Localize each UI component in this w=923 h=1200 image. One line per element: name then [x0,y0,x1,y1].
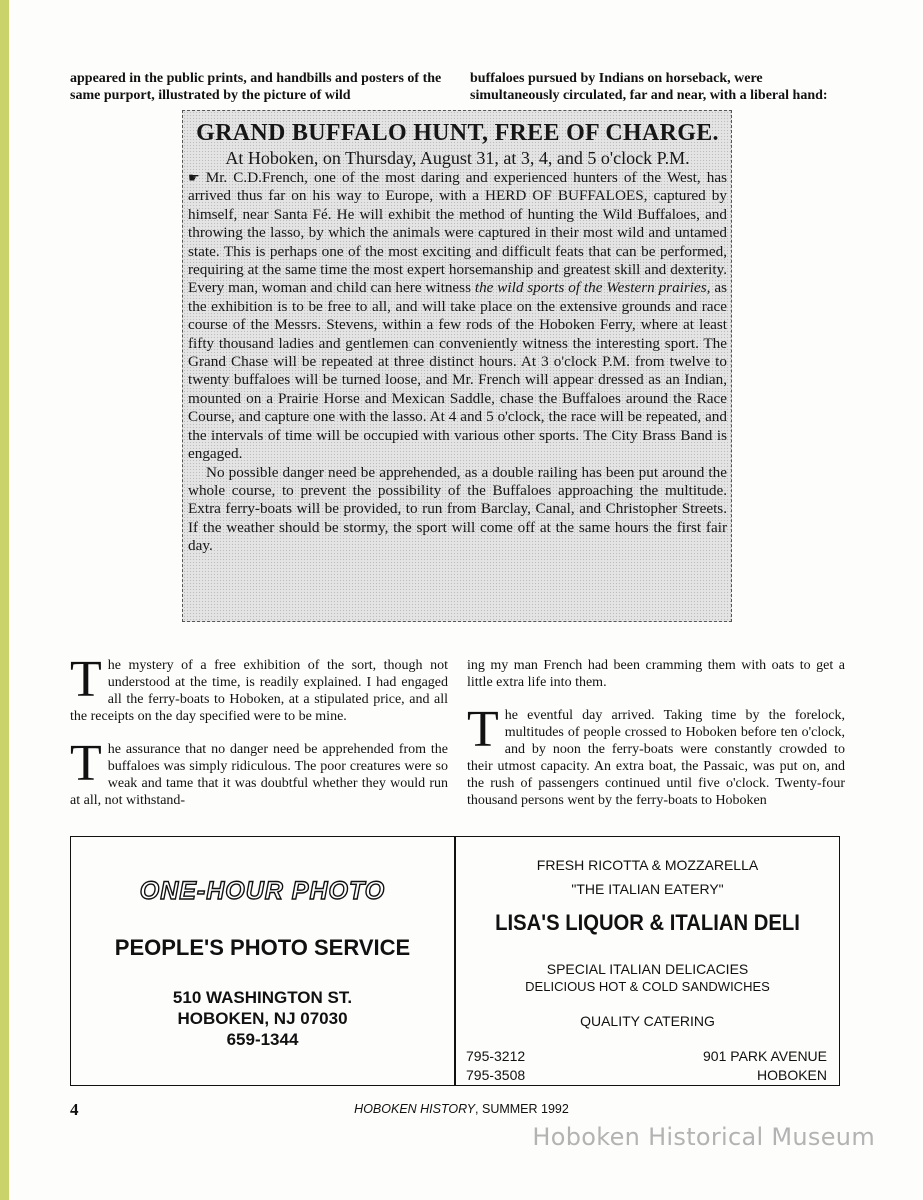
buffalo-hunt-handbill [182,110,732,622]
drop-cap: T [467,701,499,758]
museum-watermark: Hoboken Historical Museum [532,1123,875,1151]
one-hour-photo-logo: ONE-HOUR PHOTO [139,877,386,905]
deli-city: HOBOKEN [756,1067,827,1083]
handbill-para1-b: as the exhibition is to be free to all, and will take place on the extensive grounds and race course of the Messrs. Stevens, within a few rods of the Hoboken Ferry, where at least fifty thousand ladies and gentlemen can conveniently witness the interesting sport. The Grand Chase will be repeated at three distinct hours. At 3 o'clock P.M. from twelve to twenty buffaloes will be turned loose, and Mr. French will appear dressed as an Indian, mounted on a Prairie Horse and Mexican Saddle, chase the Buffaloes around the Race Course, and capture one with the lasso. At 4 and 5 o'clock, the race will be repeated, and the intervals of time will be occupied with various other sports. The City Brass Band is engaged. [188,279,727,463]
article-paragraph-3: ing my man French had been cramming them with oats to get a little extra life into them. [467,658,845,690]
deli-line-5: QUALITY CATERING [580,1013,715,1029]
deli-address [703,1047,827,1085]
photo-city: HOBOKEN, NJ 07030 [177,1009,348,1028]
photo-street: 510 WASHINGTON ST. [172,988,353,1007]
deli-name: LISA'S LIQUOR & ITALIAN DELI [495,910,800,935]
handbill-paragraph-1 [188,169,727,464]
deli-line-2: "THE ITALIAN EATERY" [571,881,724,897]
page-edge-stripe [0,0,9,1200]
pointing-hand-icon: ☛ [188,170,200,185]
deli-phone-2: 795-3508 [466,1067,526,1083]
deli-phones [466,1047,525,1085]
drop-cap: T [70,651,102,708]
article-body [70,651,845,825]
handbill-headline: GRAND BUFFALO HUNT, FREE OF CHARGE. [196,120,719,146]
handbill-para1-a: Mr. C.D.French, one of the most daring and experienced hunters of the West, has arrived thus far on his way to Europe, with a HERD OF BUFFALOES, captured by himself, near Santa Fé. He will exhibit the method of hunting the Wild Buffaloes, and throwing the lasso, by which the animals were captured in their most wild and untamed state. This is perhaps one of the most exciting and difficult feats that can be performed, requiring at the same time the most expert horsemanship and greatest skill and dexterity. Every man, woman and child can here witness [188,169,727,297]
article-paragraph-2-text: he assurance that no danger need be apprehended from the buffaloes was simply ridiculous. The poor creatures were so weak and tame that it was doubtful whether they would run at all, not withstand- [70,742,448,808]
intro-columns [70,70,845,104]
issue-label: , SUMMER 1992 [475,1102,569,1116]
running-footer [0,1102,923,1116]
handbill-subhead: At Hoboken, on Thursday, August 31, at 3, 4, and 5 o'clock P.M. [225,148,690,168]
article-paragraph-2 [70,735,448,809]
article-paragraph-1 [70,651,448,725]
deli-street: 901 PARK AVENUE [703,1048,827,1064]
deli-line-1: FRESH RICOTTA & MOZZARELLA [536,857,759,873]
intro-left-text: appeared in the public prints, and handbills and posters of the same purport, illustrated by the picture of wild [70,71,442,103]
deli-phone-1: 795-3212 [466,1048,526,1064]
publication-title: HOBOKEN HISTORY [354,1102,476,1116]
handbill-paragraph-2: No possible danger need be apprehended, as a double railing has been put around the whole course, to prevent the possibility of the Buffaloes approaching the multitude. Extra ferry-boats will be provided, to run from Barclay, Canal, and Christopher Streets. If the weather should be stormy, the sport will come off at the same hours the first fair day. [188,463,727,555]
photo-service-address [71,987,454,1050]
article-paragraph-1-text: he mystery of a free exhibition of the sort, though not understood at the time, is readily explained. I had engaged all the ferry-boats to Hoboken, at a stipulated price, and all the receipts on the day specified were to be mine. [70,658,448,724]
article-column-left [70,651,448,825]
page-number: 4 [70,1100,79,1119]
photo-service-ad [71,837,456,1085]
deli-line-4: DELICIOUS HOT & COLD SANDWICHES [525,979,770,994]
intro-right-text: buffaloes pursued by Indians on horseback, were simultaneously circulated, far and near, with a liberal hand: [470,71,828,103]
article-paragraph-4-text: he eventful day arrived. Taking time by the forelock, multitudes of people crossed to Hoboken before ten o'clock, and by noon the ferry-boats were constantly crowded to their utmost capacity. An extra boat, the Passaic, was put on, and the rush of passengers continued until five o'clock. Twenty-four thousand persons went by the ferry-boats to Hoboken [467,708,845,808]
photo-service-name: PEOPLE'S PHOTO SERVICE [114,935,411,960]
italian-deli-ad [456,837,839,1085]
handbill-para1-italic: the wild sports of the Western prairies, [474,279,711,297]
photo-phone: 659-1344 [226,1030,299,1049]
drop-cap: T [70,735,102,792]
advertisements [70,836,840,1086]
article-paragraph-4 [467,701,845,809]
article-column-right [467,657,845,825]
deli-line-3: SPECIAL ITALIAN DELICACIES [546,961,749,977]
